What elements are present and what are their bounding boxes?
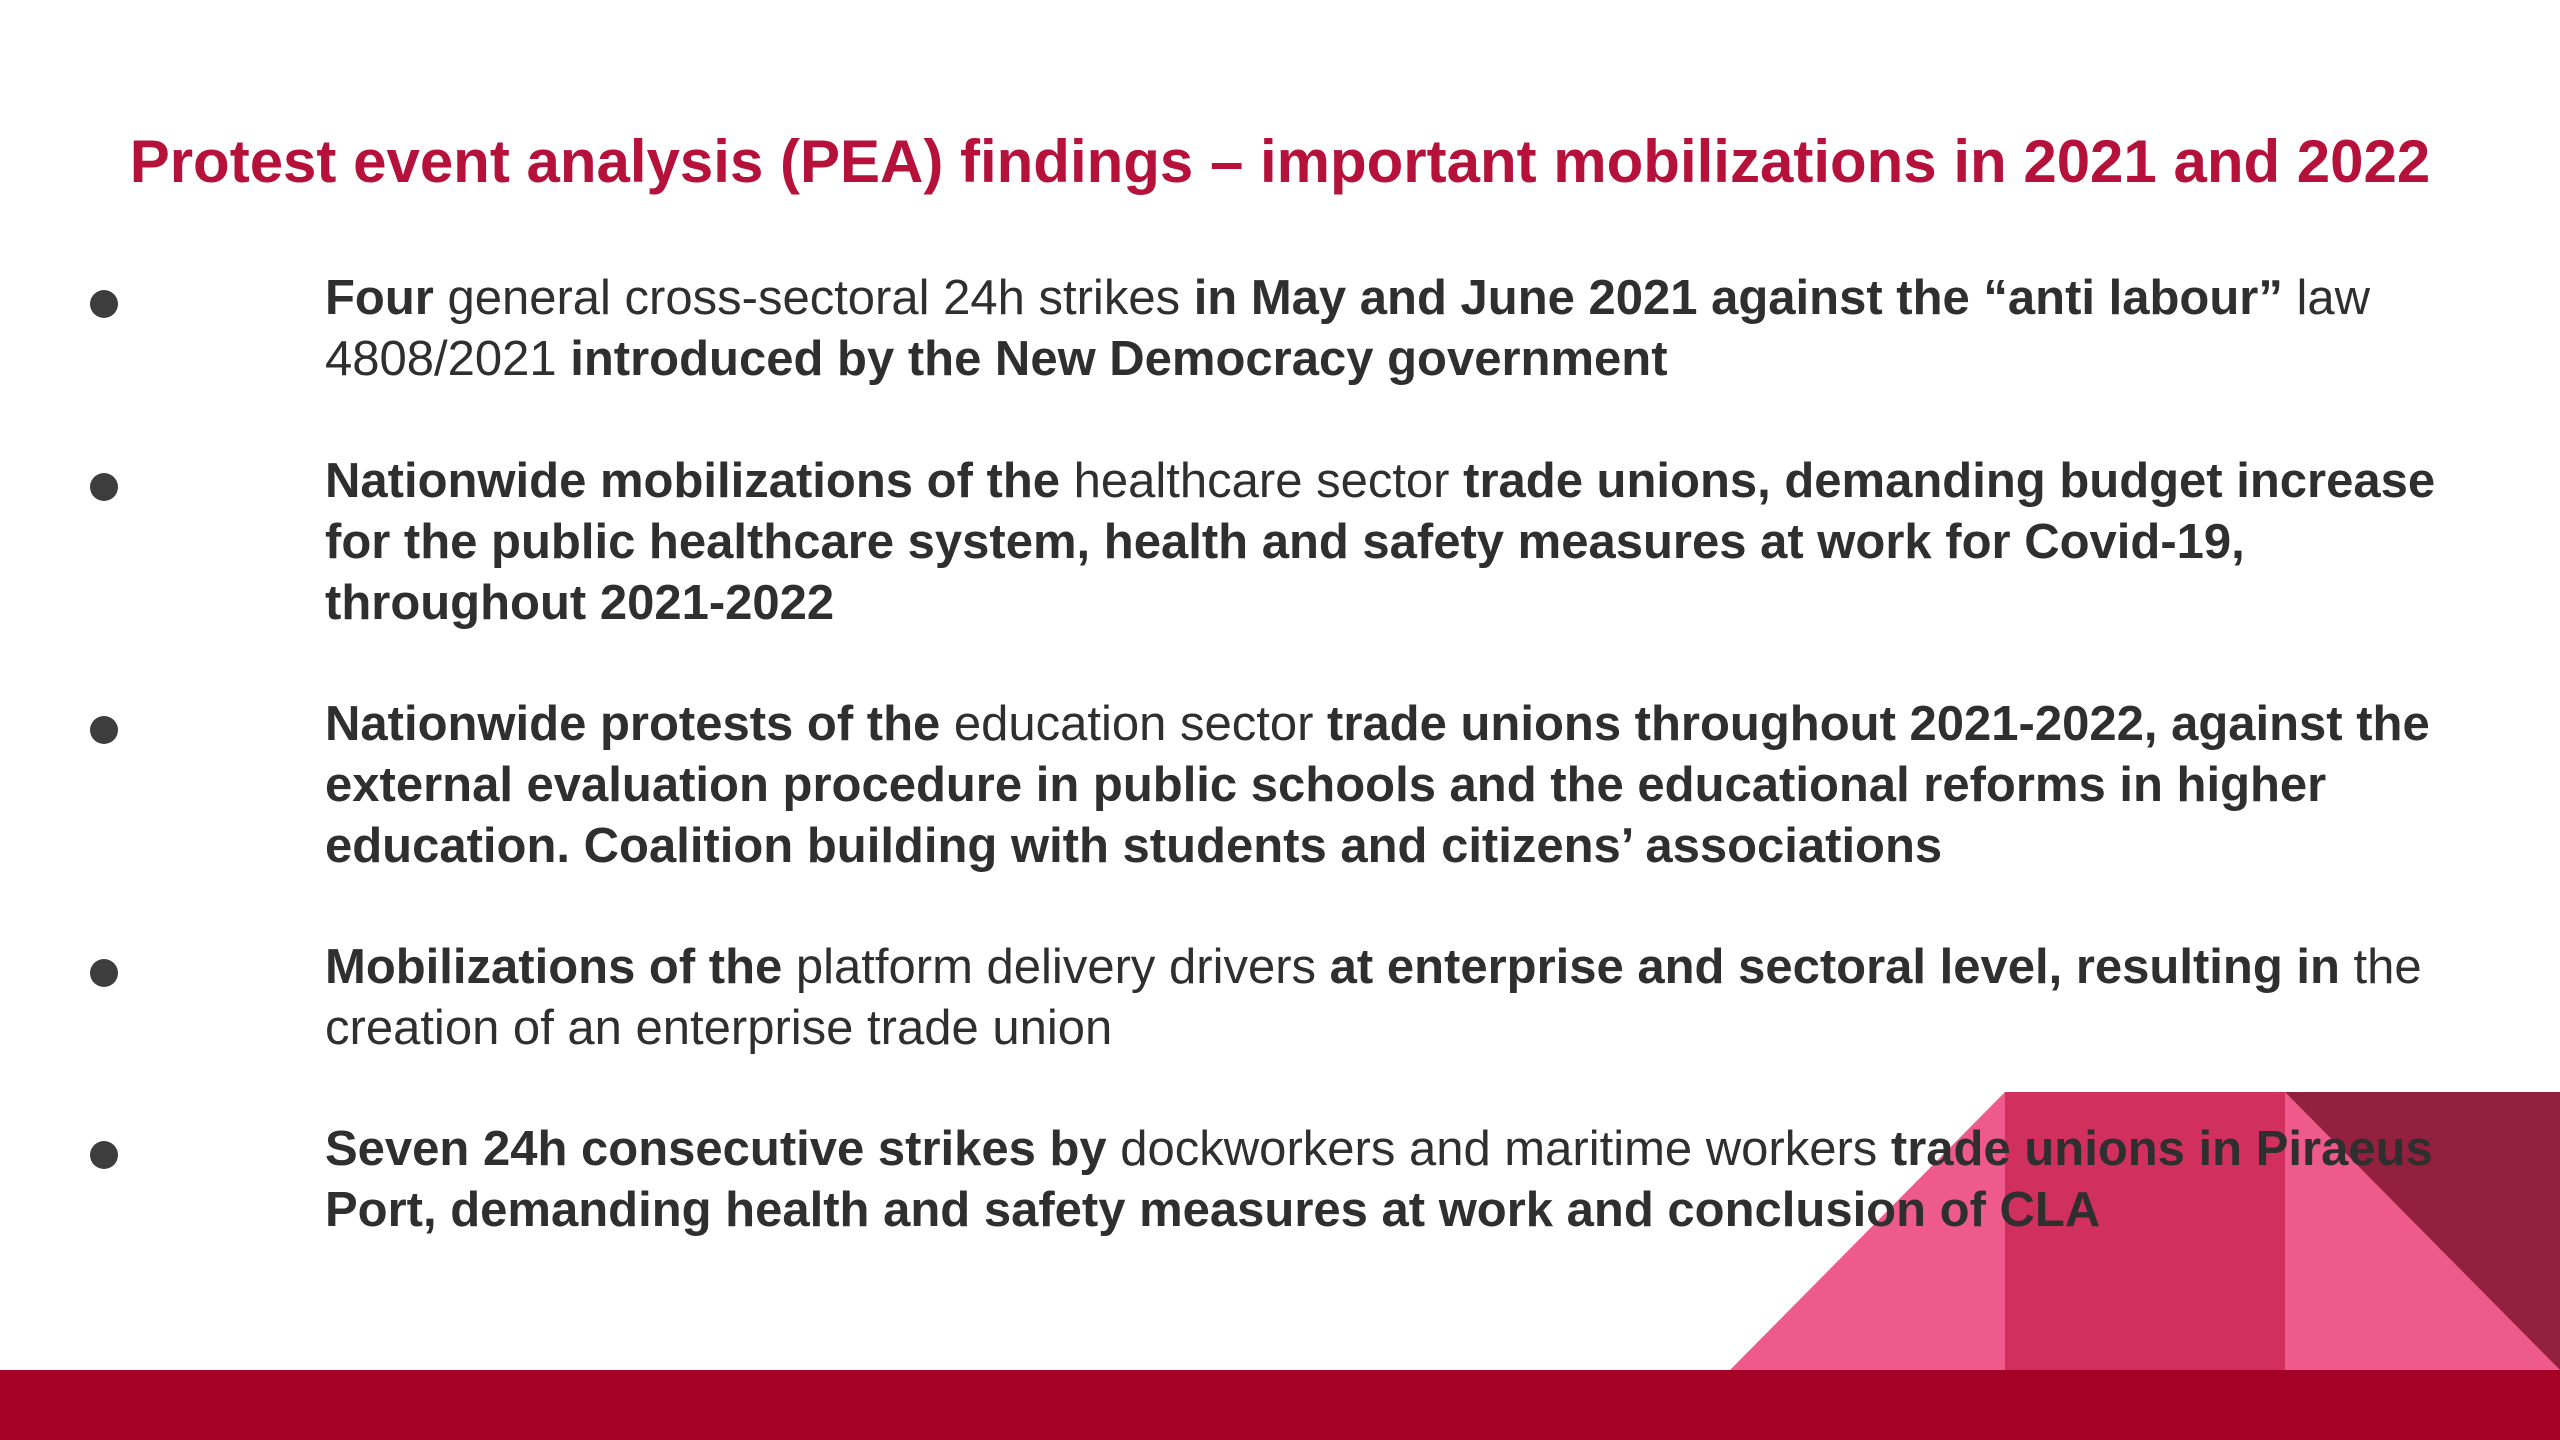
bullet-dot-icon <box>90 1141 118 1169</box>
bullet-segment: Mobilizations of the <box>325 940 796 994</box>
bullet-dot-icon <box>90 716 118 744</box>
bullet-text <box>325 451 2445 634</box>
bullet-segment: education sector <box>953 697 1328 751</box>
bullet-text <box>325 268 2445 390</box>
bullet-segment: trade unions throughout 2021-2022, against the external evaluation procedure in public schools and the educational reforms in higher education. Coalition building with students and citizens’ associations <box>325 697 2430 873</box>
bullet-segment: at enterprise and sectoral level, resulting in <box>1329 940 2354 994</box>
bullet-text <box>325 694 2445 877</box>
bullet-segment: trade unions in Piraeus Port, demanding health and safety measures at work and conclusion of CLA <box>325 1122 2433 1237</box>
bullet-text <box>325 1119 2445 1241</box>
bullet-segment: law 4808/2021 <box>325 271 2370 386</box>
bullet-dot-icon <box>90 959 118 987</box>
slide-title: Protest event analysis (PEA) findings – important mobilizations in 2021 and 2022 <box>129 128 2431 195</box>
bullet-segment: dockworkers and maritime workers <box>1120 1122 1891 1176</box>
bullet-dot-icon <box>90 473 118 501</box>
bullet-segment: Nationwide protests of the <box>325 697 954 751</box>
bullet-segment: trade unions, demanding budget increase for the public healthcare system, health and safety measures at work for Covid-19, throughout 2021-2022 <box>325 454 2436 630</box>
bullet-dot-icon <box>90 290 118 318</box>
bullet-segment: healthcare sector <box>1073 454 1464 508</box>
bullet-segment: introduced by the New Democracy government <box>570 332 1668 386</box>
bullet-segment: Four <box>325 271 448 325</box>
bullet-segment: general cross-sectoral 24h strikes <box>447 271 1194 325</box>
bullet-segment: Nationwide mobilizations of the <box>325 454 1074 508</box>
bullet-text <box>325 937 2445 1059</box>
bullet-segment: in May and June 2021 against the “anti labour” <box>1193 271 2297 325</box>
bullet-segment: platform delivery drivers <box>795 940 1330 994</box>
bullet-segment: the creation of an enterprise trade union <box>325 940 2422 1055</box>
bullet-segment: Seven 24h consecutive strikes by <box>325 1122 1121 1176</box>
